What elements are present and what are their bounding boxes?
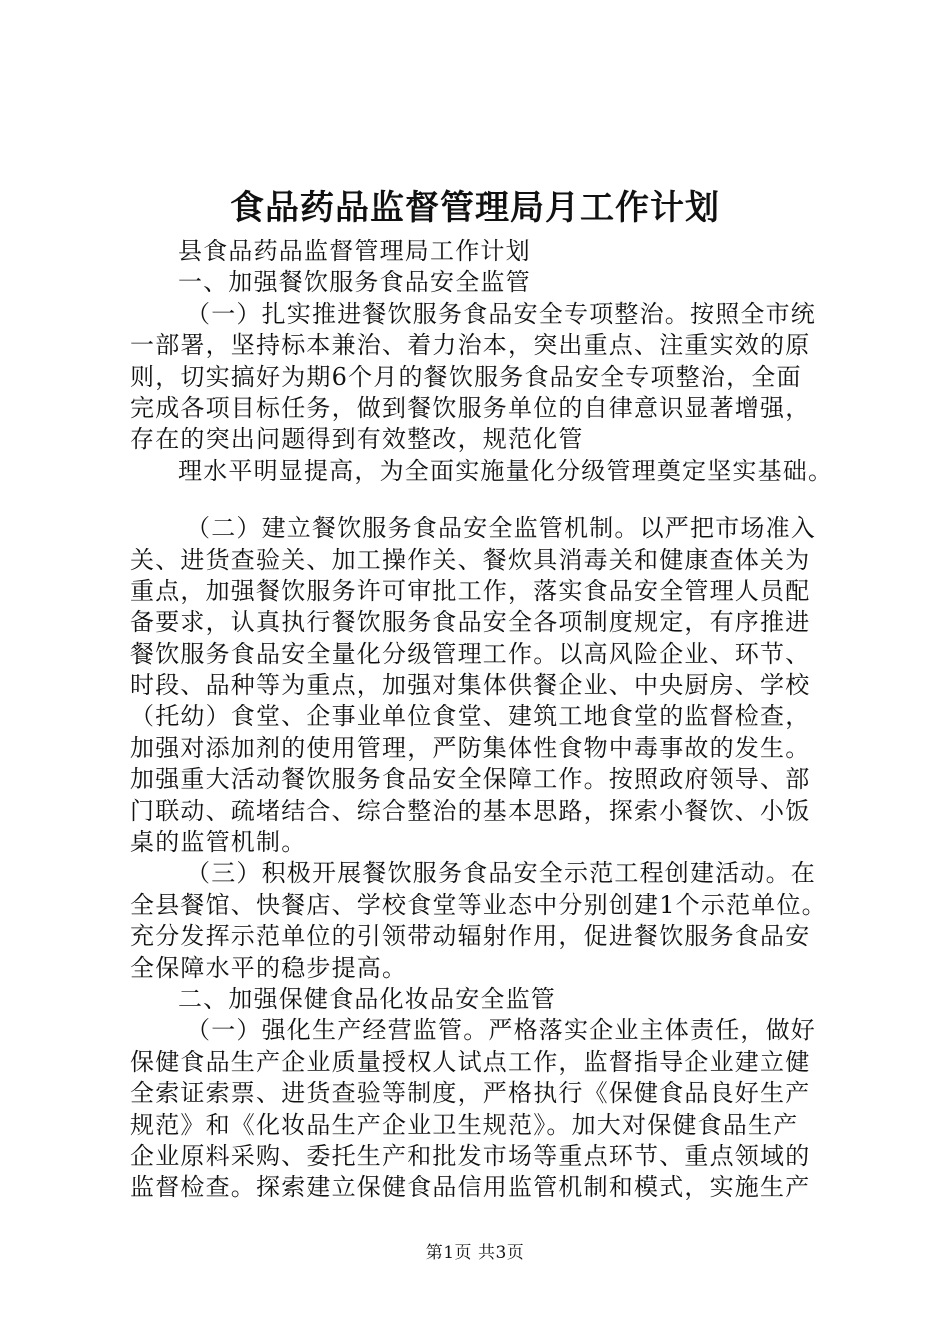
paragraph-line: （一）强化生产经营监管。严格落实企业主体责任，做好 xyxy=(186,1016,816,1045)
paragraph-line: 重点，加强餐饮服务许可审批工作，落实食品安全管理人员配 xyxy=(130,576,811,605)
paragraph-line: 监督检查。探索建立保健食品信用监管机制和模式，实施生产 xyxy=(130,1173,811,1202)
paragraph-line: 规范》和《化妆品生产企业卫生规范》。加大对保健食品生产 xyxy=(130,1110,799,1139)
paragraph-line: （二）建立餐饮服务食品安全监管机制。以严把市场准入 xyxy=(186,514,816,543)
paragraph-line: 全保障水平的稳步提高。 xyxy=(130,953,408,982)
paragraph-line: 完成各项目标任务，做到餐饮服务单位的自律意识显著增强， xyxy=(130,393,811,422)
paragraph-line: 门联动、疏堵结合、综合整治的基本思路，探索小餐饮、小饭 xyxy=(130,796,811,825)
document-body xyxy=(130,236,836,1204)
paragraph-line: 则，切实搞好为期6个月的餐饮服务食品安全专项整治，全面 xyxy=(130,362,802,391)
paragraph-line: 加强重大活动餐饮服务食品安全保障工作。按照政府领导、部 xyxy=(130,765,811,794)
paragraph-line: 存在的突出问题得到有效整改，规范化管 xyxy=(130,425,584,454)
paragraph-line: 关、进货查验关、加工操作关、餐炊具消毒关和健康查体关为 xyxy=(130,545,811,574)
section-heading: 一、加强餐饮服务食品安全监管 xyxy=(178,268,531,297)
paragraph-line: 加强对添加剂的使用管理，严防集体性食物中毒事故的发生。 xyxy=(130,733,811,762)
page-number: 第1页 共3页 xyxy=(425,1243,525,1263)
paragraph-line: 全县餐馆、快餐店、学校食堂等业态中分别创建1个示范单位。 xyxy=(130,890,827,919)
paragraph-line: 县食品药品监督管理局工作计划 xyxy=(178,237,531,265)
paragraph-line: （托幼）食堂、企事业单位食堂、建筑工地食堂的监督检查， xyxy=(130,702,811,731)
paragraph-line: （三）积极开展餐饮服务食品安全示范工程创建活动。在 xyxy=(186,859,816,888)
paragraph-line: 备要求，认真执行餐饮服务食品安全各项制度规定，有序推进 xyxy=(130,608,811,637)
paragraph-line: 时段、品种等为重点，加强对集体供餐企业、中央厨房、学校 xyxy=(130,671,811,700)
paragraph-line: 企业原料采购、委托生产和批发市场等重点环节、重点领域的 xyxy=(130,1141,811,1170)
paragraph-line: 一部署，坚持标本兼治、着力治本，突出重点、注重实效的原 xyxy=(130,331,811,360)
document-title: 食品药品监督管理局月工作计划 xyxy=(230,188,720,228)
paragraph-line: 桌的监管机制。 xyxy=(130,828,307,857)
paragraph-line: 全索证索票、进货查验等制度，严格执行《保健食品良好生产 xyxy=(130,1079,811,1108)
paragraph-line: 理水平明显提高，为全面实施量化分级管理奠定坚实基础。 xyxy=(178,456,834,485)
section-heading: 二、加强保健食品化妆品安全监管 xyxy=(178,984,556,1013)
paragraph-line: 餐饮服务食品安全量化分级管理工作。以高风险企业、环节、 xyxy=(130,639,811,668)
paragraph-line: （一）扎实推进餐饮服务食品安全专项整治。按照全市统 xyxy=(186,299,816,328)
paragraph-gap xyxy=(130,487,836,513)
paragraph-line: 充分发挥示范单位的引领带动辐射作用，促进餐饮服务食品安 xyxy=(130,922,811,951)
paragraph-line: 保健食品生产企业质量授权人试点工作，监督指导企业建立健 xyxy=(130,1047,811,1076)
